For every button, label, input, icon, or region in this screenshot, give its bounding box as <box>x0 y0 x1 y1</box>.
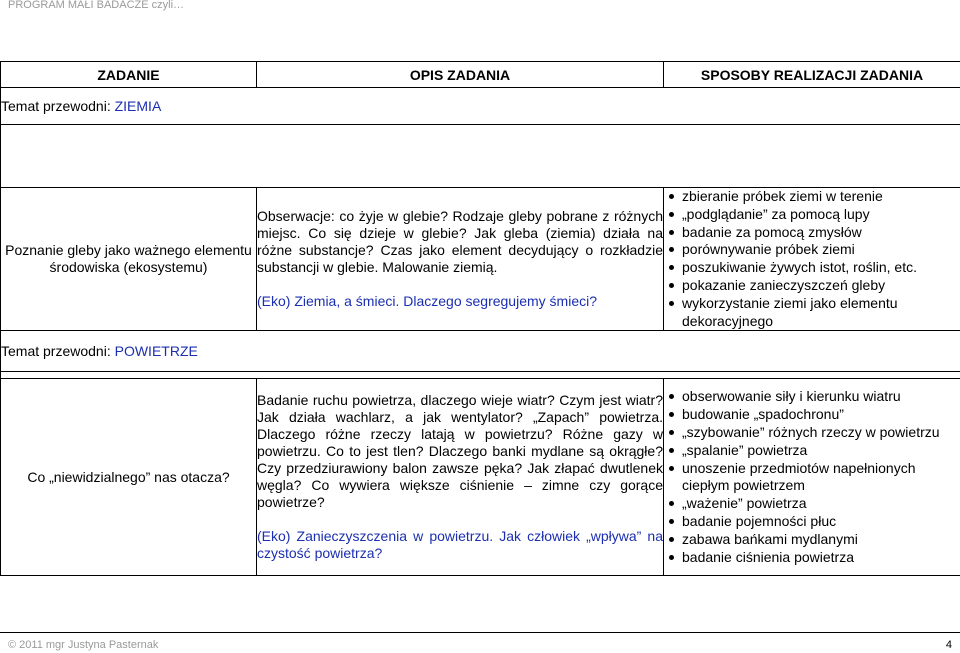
method-item: zabawa bańkami mydlanymi <box>664 531 960 549</box>
methods-list <box>664 388 960 566</box>
column-header-description: OPIS ZADANIA <box>257 62 664 88</box>
method-item: badanie ciśnienia powietrza <box>664 549 960 567</box>
footer-divider <box>0 632 960 633</box>
theme-label: Temat przewodni: <box>1 98 115 114</box>
method-item: unoszenie przedmiotów napełnionych ciepłym powietrzem <box>664 460 960 496</box>
methods-cell <box>664 188 960 331</box>
task-cell: Poznanie gleby jako ważnego elementu środowiska (ekosystemu) <box>1 188 257 331</box>
running-header: PROGRAM MAŁI BADACZE czyli… <box>8 0 185 11</box>
footer-copyright: © 2011 mgr Justyna Pasternak <box>8 639 159 651</box>
method-item: obserwowanie siły i kierunku wiatru <box>664 388 960 406</box>
method-item: „szybowanie” różnych rzeczy w powietrzu <box>664 424 960 442</box>
theme-row <box>1 88 960 125</box>
description-cell <box>257 188 664 331</box>
method-item: pokazanie zanieczyszczeń gleby <box>664 277 960 295</box>
method-item: „ważenie” powietrza <box>664 495 960 513</box>
eco-note: (Eko) Ziemia, a śmieci. Dlaczego segregujemy śmieci? <box>257 293 597 310</box>
spacer-cell <box>1 125 960 188</box>
column-header-row <box>1 62 960 88</box>
theme-value: POWIETRZE <box>114 343 198 360</box>
theme-label: Temat przewodni: <box>1 343 115 360</box>
theme-cell <box>1 331 960 372</box>
theme-value: ZIEMIA <box>114 98 162 114</box>
description-cell <box>257 379 664 576</box>
spacer-cell <box>1 372 960 379</box>
method-item: porównywanie próbek ziemi <box>664 241 960 259</box>
content-row <box>1 379 960 576</box>
method-item: „spalanie” powietrza <box>664 442 960 460</box>
theme-row <box>1 331 960 372</box>
spacer-row <box>1 125 960 188</box>
method-item: poszukiwanie żywych istot, roślin, etc. <box>664 259 960 277</box>
method-item: zbieranie próbek ziemi w terenie <box>664 188 960 206</box>
method-item: budowanie „spadochronu” <box>664 406 960 424</box>
task-cell: Co „niewidzialnego” nas otacza? <box>1 379 257 576</box>
eco-note: (Eko) Zanieczyszczenia w powietrzu. Jak człowiek „wpływa” na czystość powietrza? <box>257 528 663 562</box>
theme-cell <box>1 88 960 125</box>
page-number: 4 <box>945 639 952 651</box>
method-item: wykorzystanie ziemi jako elementu dekoracyjnego <box>664 295 960 331</box>
description-text: Badanie ruchu powietrza, dlaczego wieje wiatr? Czym jest wiatr? Jak działa wachlarz, a jak wentylator? „Zapach” powietrza. Dlaczego różne rzeczy latają w powietrzu? Różne gazy w powietrzu. Co to jest tlen? Dlaczego banki mydlane są okrągłe? Czy przedziurawiony balon zawsze pęka? Jak złapać dwutlenek węgla? Co wywiera większe ciśnienie – zimne czy gorące powietrze? <box>257 392 663 511</box>
method-item: badanie pojemności płuc <box>664 513 960 531</box>
method-item: „podglądanie” za pomocą lupy <box>664 206 960 224</box>
lesson-plan-table <box>0 61 960 576</box>
methods-cell <box>664 379 960 576</box>
column-header-task: ZADANIE <box>1 62 257 88</box>
description-text: Obserwacje: co żyje w glebie? Rodzaje gleby pobrane z różnych miejsc. Co się dzieje w glebie? Jak gleba (ziemia) działa na różne substancje? Czas jako element decydujący o rozkładzie substancji w glebie. Malowanie ziemią. <box>257 208 663 276</box>
column-header-methods: SPOSOBY REALIZACJI ZADANIA <box>664 62 960 88</box>
content-row <box>1 188 960 331</box>
methods-list <box>664 188 960 330</box>
spacer-row <box>1 372 960 379</box>
method-item: badanie za pomocą zmysłów <box>664 224 960 242</box>
